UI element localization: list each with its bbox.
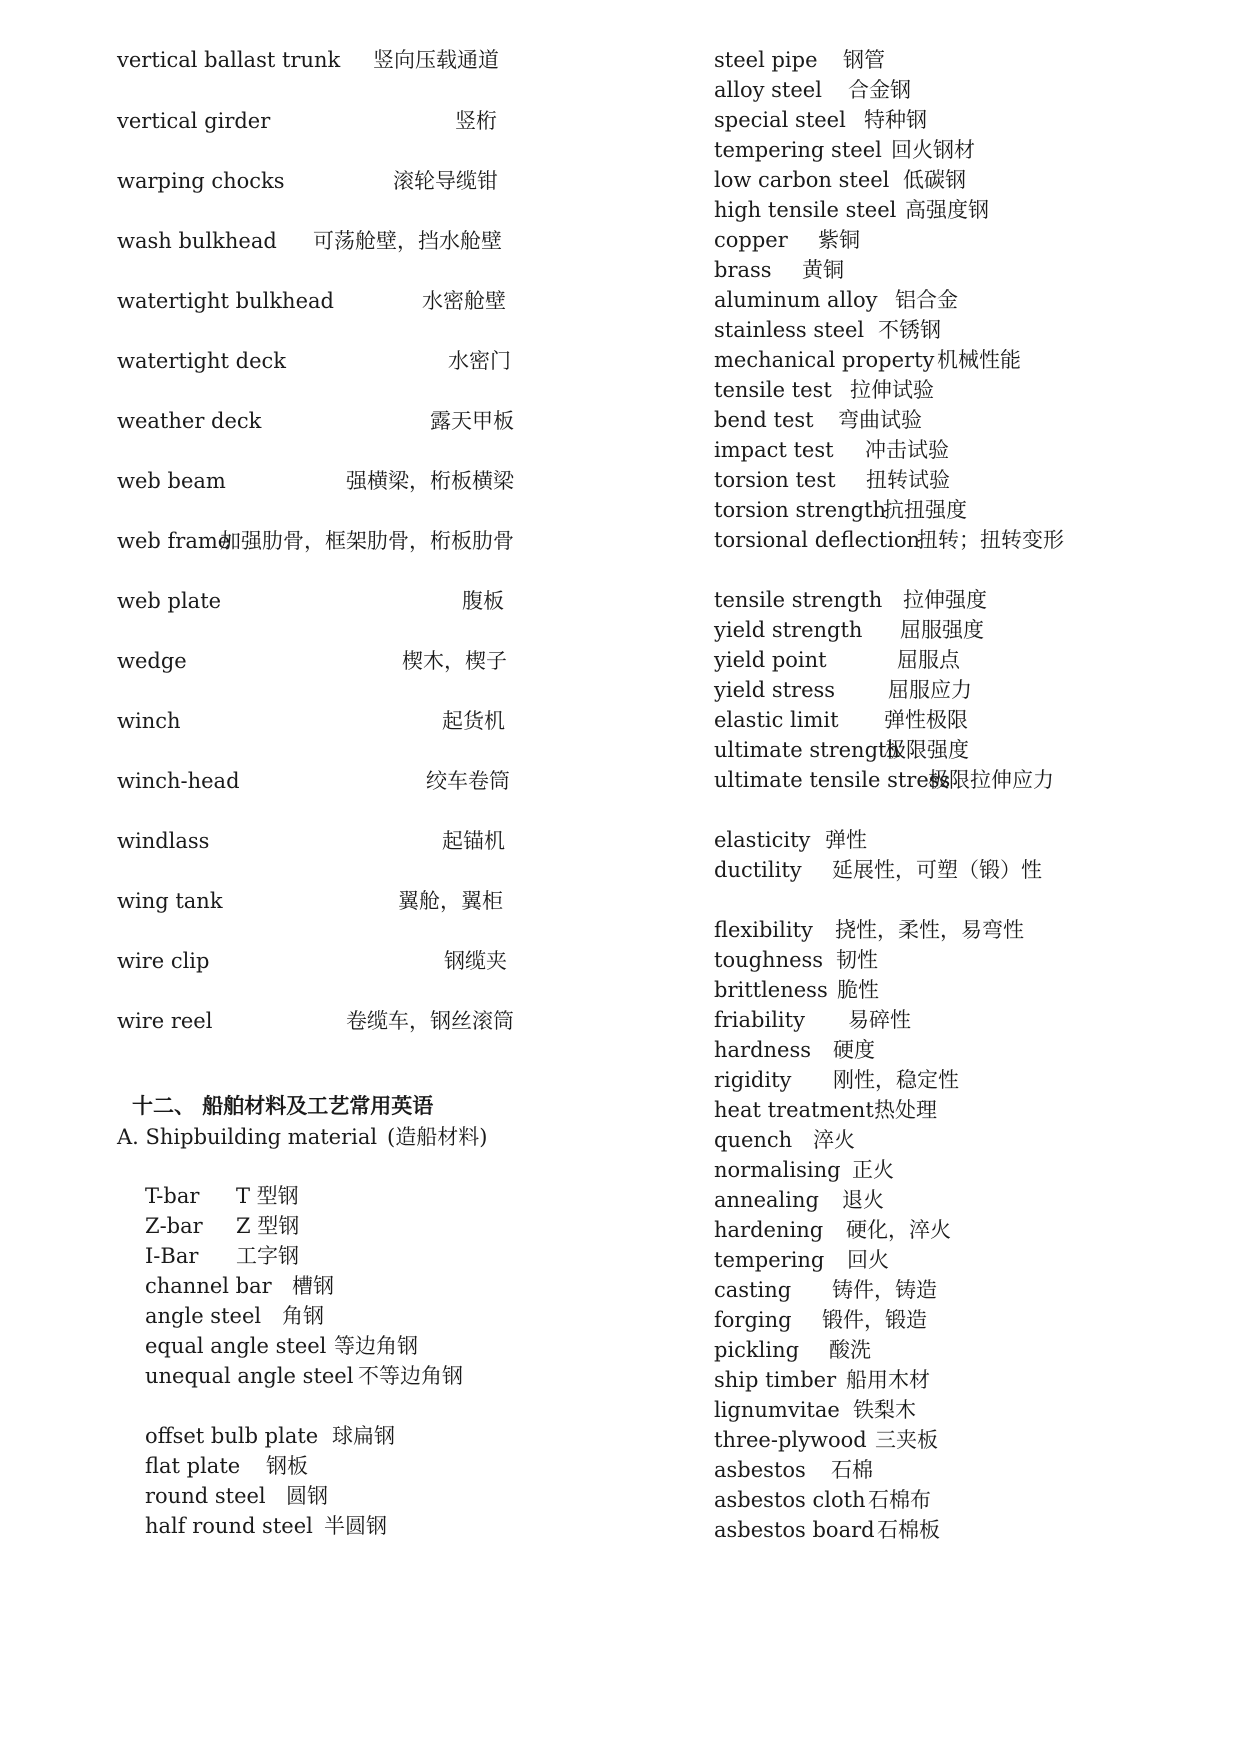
- term-english: asbestos board: [714, 1518, 875, 1542]
- term-english: tensile strength: [714, 588, 883, 612]
- term-english: asbestos: [714, 1458, 806, 1482]
- term-english: vertical ballast trunk: [117, 48, 341, 72]
- term-chinese: 强横梁，桁板横梁: [346, 469, 514, 493]
- term-chinese: 钢缆夹: [444, 949, 507, 973]
- term-chinese: 抗扭强度: [883, 498, 967, 522]
- term-english: toughness: [714, 948, 824, 972]
- term-chinese: 弹性极限: [884, 708, 968, 732]
- term-english: brass: [714, 258, 772, 282]
- term-english: flexibility: [714, 918, 813, 942]
- term-english: rigidity: [714, 1068, 792, 1092]
- term-chinese: 绞车卷筒: [426, 769, 510, 793]
- term-english: mechanical property: [714, 348, 935, 372]
- term-chinese: 拉伸强度: [903, 588, 987, 612]
- term-chinese: 石棉板: [877, 1518, 940, 1542]
- term-chinese: 工字钢: [236, 1244, 299, 1268]
- term-chinese: 回火: [847, 1248, 889, 1272]
- term-english: bend test: [714, 408, 814, 432]
- term-chinese: 回火钢材: [891, 138, 975, 162]
- term-chinese: 特种钢: [864, 108, 927, 132]
- subheading-english: A. Shipbuilding material: [117, 1125, 378, 1149]
- term-english: tensile test: [714, 378, 832, 402]
- subheading-chinese: (造船材料): [387, 1125, 488, 1149]
- term-english: web plate: [117, 589, 222, 613]
- term-chinese: 等边角钢: [334, 1334, 418, 1358]
- term-english: windlass: [117, 829, 210, 853]
- term-chinese: 热处理: [874, 1098, 937, 1122]
- term-chinese: 楔木，楔子: [402, 649, 507, 673]
- term-english: weather deck: [117, 409, 262, 433]
- term-english: Z-bar: [145, 1214, 203, 1238]
- term-english: winch: [117, 709, 181, 733]
- term-english: angle steel: [145, 1304, 262, 1328]
- term-english: ultimate tensile stress: [714, 768, 951, 792]
- term-english: pickling: [714, 1338, 800, 1362]
- term-english: low carbon steel: [714, 168, 890, 192]
- term-chinese: 圆钢: [286, 1484, 328, 1508]
- term-chinese: 刚性，稳定性: [833, 1068, 959, 1092]
- term-chinese: 钢板: [266, 1454, 308, 1478]
- term-chinese: 起货机: [442, 709, 505, 733]
- term-chinese: 钢管: [843, 48, 885, 72]
- term-english: steel pipe: [714, 48, 818, 72]
- term-english: wedge: [117, 649, 187, 673]
- term-chinese: 槽钢: [292, 1274, 334, 1298]
- term-english: special steel: [714, 108, 846, 132]
- term-chinese: 石棉布: [868, 1488, 931, 1512]
- term-chinese: 竖向压载通道: [373, 48, 499, 72]
- term-english: offset bulb plate: [145, 1424, 319, 1448]
- term-english: yield point: [714, 648, 827, 672]
- term-english: flat plate: [145, 1454, 241, 1478]
- term-chinese: 挠性，柔性，易弯性: [835, 918, 1024, 942]
- term-english: ship timber: [714, 1368, 837, 1392]
- term-chinese: 屈服点: [897, 648, 960, 672]
- term-chinese: 弹性: [825, 828, 867, 852]
- term-chinese: 锻件，锻造: [822, 1308, 927, 1332]
- term-english: heat treatment: [714, 1098, 874, 1122]
- term-english: watertight deck: [117, 349, 286, 373]
- term-chinese: 石棉: [831, 1458, 873, 1482]
- term-english: yield stress: [714, 678, 836, 702]
- term-english: torsional deflection: [714, 528, 921, 552]
- term-chinese: 不锈钢: [878, 318, 941, 342]
- term-english: aluminum alloy: [714, 288, 878, 312]
- term-chinese: 黄铜: [802, 258, 844, 282]
- term-chinese: 硬度: [833, 1038, 875, 1062]
- term-chinese: 极限拉伸应力: [928, 768, 1054, 792]
- term-english: brittleness: [714, 978, 828, 1002]
- term-chinese: 扭转；扭转变形: [917, 528, 1064, 552]
- term-english: watertight bulkhead: [117, 289, 334, 313]
- term-chinese: 淬火: [813, 1128, 855, 1152]
- term-chinese: 竖桁: [455, 109, 497, 133]
- term-chinese: 高强度钢: [905, 198, 989, 222]
- term-chinese: 退火: [842, 1188, 884, 1212]
- term-english: quench: [714, 1128, 793, 1152]
- term-chinese: 低碳钢: [903, 168, 966, 192]
- term-chinese: 韧性: [836, 948, 878, 972]
- term-chinese: 船用木材: [846, 1368, 930, 1392]
- term-english: wash bulkhead: [117, 229, 277, 253]
- term-chinese: 露天甲板: [430, 409, 514, 433]
- term-english: channel bar: [145, 1274, 272, 1298]
- term-chinese: 水密舱壁: [422, 289, 506, 313]
- term-english: unequal angle steel: [145, 1364, 354, 1388]
- term-english: ductility: [714, 858, 802, 882]
- term-chinese: 极限强度: [885, 738, 969, 762]
- term-english: winch-head: [117, 769, 240, 793]
- term-english: equal angle steel: [145, 1334, 327, 1358]
- term-chinese: 卷缆车，钢丝滚筒: [346, 1009, 514, 1033]
- term-chinese: 翼舱，翼柜: [398, 889, 503, 913]
- term-english: tempering: [714, 1248, 825, 1272]
- term-chinese: 滚轮导缆钳: [393, 169, 498, 193]
- term-english: lignumvitae: [714, 1398, 840, 1422]
- term-english: forging: [714, 1308, 792, 1332]
- term-chinese: 球扁钢: [332, 1424, 395, 1448]
- term-english: high tensile steel: [714, 198, 897, 222]
- term-chinese: 铁梨木: [853, 1398, 916, 1422]
- term-chinese: 硬化，淬火: [846, 1218, 951, 1242]
- term-english: I-Bar: [145, 1244, 199, 1268]
- term-english: web beam: [117, 469, 226, 493]
- term-english: alloy steel: [714, 78, 822, 102]
- term-english: ultimate strength: [714, 738, 900, 762]
- term-chinese: T 型钢: [236, 1184, 299, 1208]
- term-english: stainless steel: [714, 318, 865, 342]
- term-chinese: 腹板: [462, 589, 504, 613]
- term-english: annealing: [714, 1188, 819, 1212]
- term-english: half round steel: [145, 1514, 313, 1538]
- term-chinese: 加强肋骨，框架肋骨，桁板肋骨: [220, 529, 514, 553]
- term-english: friability: [714, 1008, 805, 1032]
- term-english: tempering steel: [714, 138, 882, 162]
- section-heading: 十二、 船舶材料及工艺常用英语: [132, 1094, 434, 1118]
- term-chinese: 屈服应力: [888, 678, 972, 702]
- term-chinese: 拉伸试验: [850, 378, 934, 402]
- term-english: torsion test: [714, 468, 836, 492]
- term-english: wing tank: [117, 889, 223, 913]
- term-chinese: 水密门: [448, 349, 511, 373]
- term-english: torsion strength: [714, 498, 887, 522]
- term-english: yield strength: [714, 618, 863, 642]
- term-chinese: 屈服强度: [900, 618, 984, 642]
- term-english: three-plywood: [714, 1428, 867, 1452]
- term-chinese: 起锚机: [442, 829, 505, 853]
- term-chinese: 半圆钢: [324, 1514, 387, 1538]
- term-chinese: 易碎性: [848, 1008, 911, 1032]
- term-english: web frame: [117, 529, 231, 553]
- term-english: vertical girder: [117, 109, 271, 133]
- term-chinese: 酸洗: [829, 1338, 871, 1362]
- term-chinese: 铸件，铸造: [832, 1278, 937, 1302]
- term-chinese: 冲击试验: [865, 438, 949, 462]
- term-english: asbestos cloth: [714, 1488, 866, 1512]
- term-chinese: 脆性: [837, 978, 879, 1002]
- term-english: warping chocks: [117, 169, 285, 193]
- term-english: round steel: [145, 1484, 266, 1508]
- term-chinese: 扭转试验: [866, 468, 950, 492]
- term-chinese: 角钢: [282, 1304, 324, 1328]
- term-chinese: 机械性能: [937, 348, 1021, 372]
- term-chinese: 正火: [852, 1158, 894, 1182]
- term-english: hardness: [714, 1038, 812, 1062]
- term-chinese: 延展性，可塑（锻）性: [832, 858, 1042, 882]
- term-chinese: 合金钢: [848, 78, 911, 102]
- term-english: casting: [714, 1278, 792, 1302]
- term-english: elasticity: [714, 828, 811, 852]
- term-chinese: 紫铜: [818, 228, 860, 252]
- term-chinese: Z 型钢: [236, 1214, 300, 1238]
- term-english: wire reel: [117, 1009, 213, 1033]
- term-english: T-bar: [145, 1184, 200, 1208]
- term-chinese: 弯曲试验: [838, 408, 922, 432]
- term-chinese: 铝合金: [895, 288, 958, 312]
- term-english: impact test: [714, 438, 834, 462]
- term-chinese: 可荡舱壁，挡水舱壁: [313, 229, 502, 253]
- term-english: wire clip: [117, 949, 210, 973]
- term-english: copper: [714, 228, 788, 252]
- term-chinese: 不等边角钢: [358, 1364, 463, 1388]
- term-english: normalising: [714, 1158, 841, 1182]
- term-english: elastic limit: [714, 708, 839, 732]
- term-english: hardening: [714, 1218, 824, 1242]
- term-chinese: 三夹板: [875, 1428, 938, 1452]
